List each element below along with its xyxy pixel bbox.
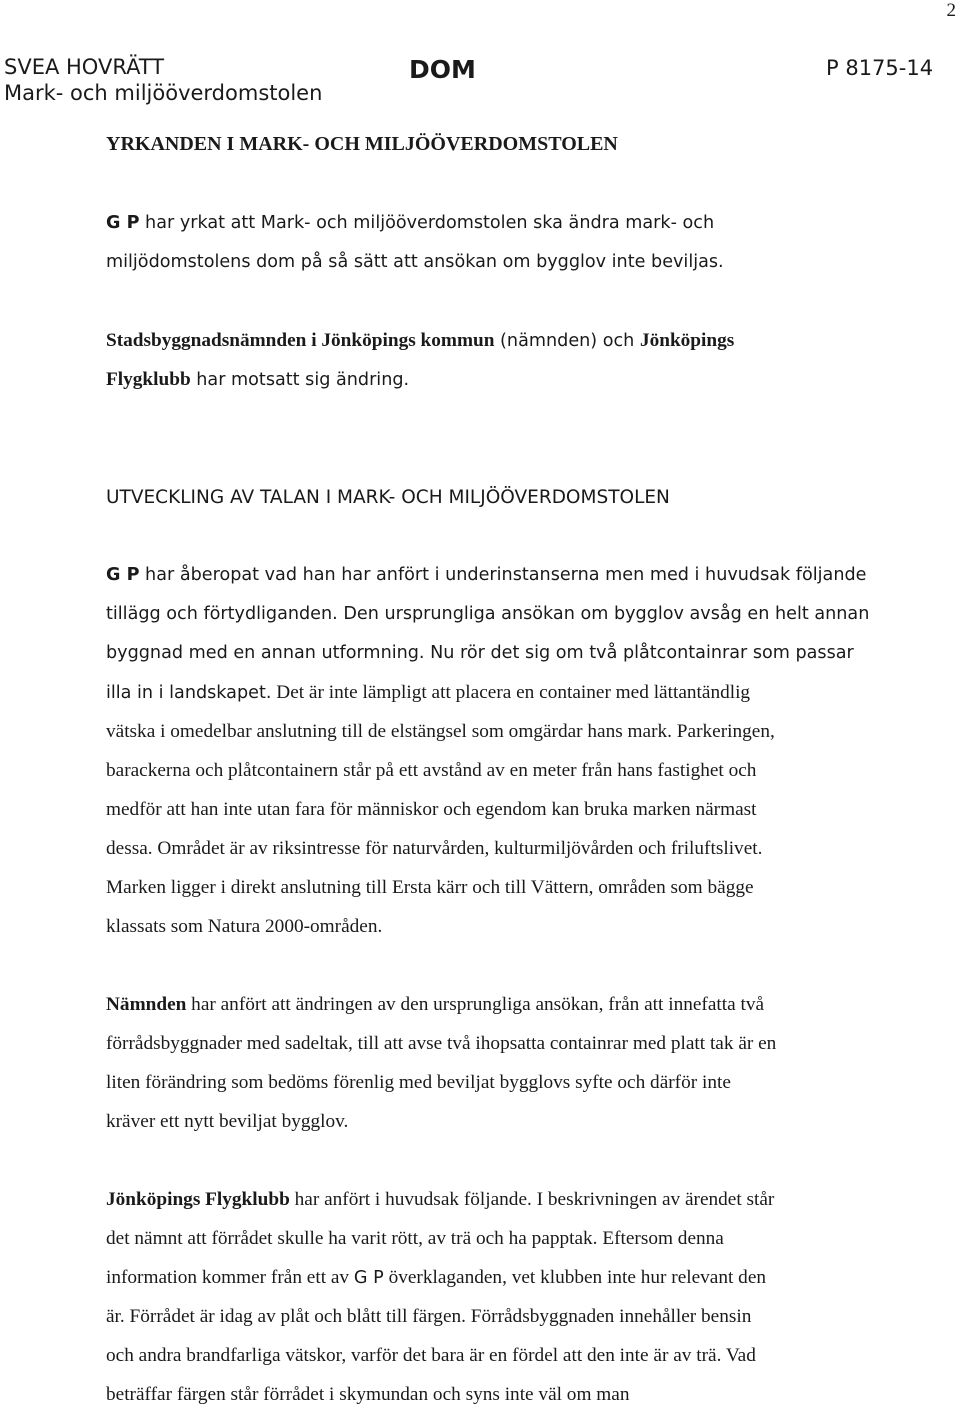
paragraph-line: och andra brandfarliga vätskor, varför det bara är en fördel att den inte är av trä. Vad	[106, 1345, 756, 1366]
case-number: P 8175-14	[826, 56, 934, 80]
court-name: SVEA HOVRÄTT	[4, 55, 165, 79]
party-name: G P	[106, 565, 140, 585]
party-name: Stadsbyggnadsnämnden i Jönköpings kommun	[106, 330, 495, 351]
party-name: Jönköpings	[639, 330, 735, 351]
paragraph-line: det nämnt att förrådet skulle ha varit rött, av trä och ha papptak. Eftersom denna	[106, 1228, 724, 1249]
paragraph-line: kräver ett nytt beviljat bygglov.	[106, 1111, 349, 1132]
paragraph-line: medför att han inte utan fara för människor och egendom kan bruka marken närmast	[106, 799, 757, 820]
paragraph-line: G P har åberopat vad han har anfört i underinstanserna men med i huvudsak följande	[106, 565, 867, 585]
paragraph-line: dessa. Området är av riksintresse för naturvården, kulturmiljövården och friluftslivet.	[106, 838, 763, 859]
party-name: G P	[106, 213, 140, 233]
document-type: DOM	[409, 55, 476, 84]
paragraph-line: liten förändring som bedöms förenlig med beviljat bygglovs syfte och därför inte	[106, 1072, 731, 1093]
paragraph-line: Flygklubb har motsatt sig ändring.	[106, 369, 410, 390]
paragraph-line: miljödomstolens dom på så sätt att ansökan om bygglov inte beviljas.	[106, 252, 724, 272]
paragraph-line: illa in i landskapet. Det är inte lämpligt att placera en container med lättantändlig	[106, 682, 751, 703]
section-heading-claims: YRKANDEN I MARK- OCH MILJÖÖVERDOMSTOLEN	[106, 133, 618, 155]
paragraph-line: Marken ligger i direkt anslutning till Ersta kärr och till Vättern, områden som bägge	[106, 877, 754, 898]
party-name: Flygklubb	[106, 369, 191, 390]
party-name: G P	[353, 1268, 384, 1288]
paragraph-line: beträffar färgen står förrådet i skymundan och syns inte väl om man	[106, 1384, 630, 1405]
paragraph-line: tillägg och förtydliganden. Den ursprungliga ansökan om bygglov avsåg en helt annan	[106, 604, 870, 624]
paragraph-line: Nämnden har anfört att ändringen av den ursprungliga ansökan, från att innefatta två	[106, 994, 765, 1015]
paragraph-line: Jönköpings Flygklubb har anfört i huvudsak följande. I beskrivningen av ärendet står	[106, 1189, 775, 1210]
paragraph-line: byggnad med en annan utformning. Nu rör det sig om två plåtcontainrar som passar	[106, 643, 854, 663]
paragraph-line: klassats som Natura 2000-områden.	[106, 916, 383, 937]
paragraph-line: förrådsbyggnader med sadeltak, till att avse två ihopsatta containrar med platt tak är en	[106, 1033, 777, 1054]
page-number: 2	[946, 0, 956, 21]
party-name: Nämnden	[106, 994, 187, 1015]
paragraph-line: är. Förrådet är idag av plåt och blått till färgen. Förrådsbyggnaden innehåller bensin	[106, 1306, 752, 1327]
paragraph-line: barackerna och plåtcontainern står på ett avstånd av en meter från hans fastighet och	[106, 760, 757, 781]
paragraph-line: information kommer från ett av G P överklaganden, vet klubben inte hur relevant den	[106, 1267, 767, 1288]
section-heading-arguments: UTVECKLING AV TALAN I MARK- OCH MILJÖÖVERDOMSTOLEN	[106, 487, 670, 508]
court-division: Mark- och miljööverdomstolen	[4, 81, 323, 105]
paragraph-line: G P har yrkat att Mark- och miljööverdomstolen ska ändra mark- och	[106, 213, 715, 233]
paragraph-line: vätska i omedelbar anslutning till de elstängsel som omgärdar hans mark. Parkeringen,	[106, 721, 775, 742]
party-name: Jönköpings Flygklubb	[106, 1189, 290, 1210]
paragraph-line: Stadsbyggnadsnämnden i Jönköpings kommun (nämnden) och Jönköpings	[106, 330, 735, 351]
